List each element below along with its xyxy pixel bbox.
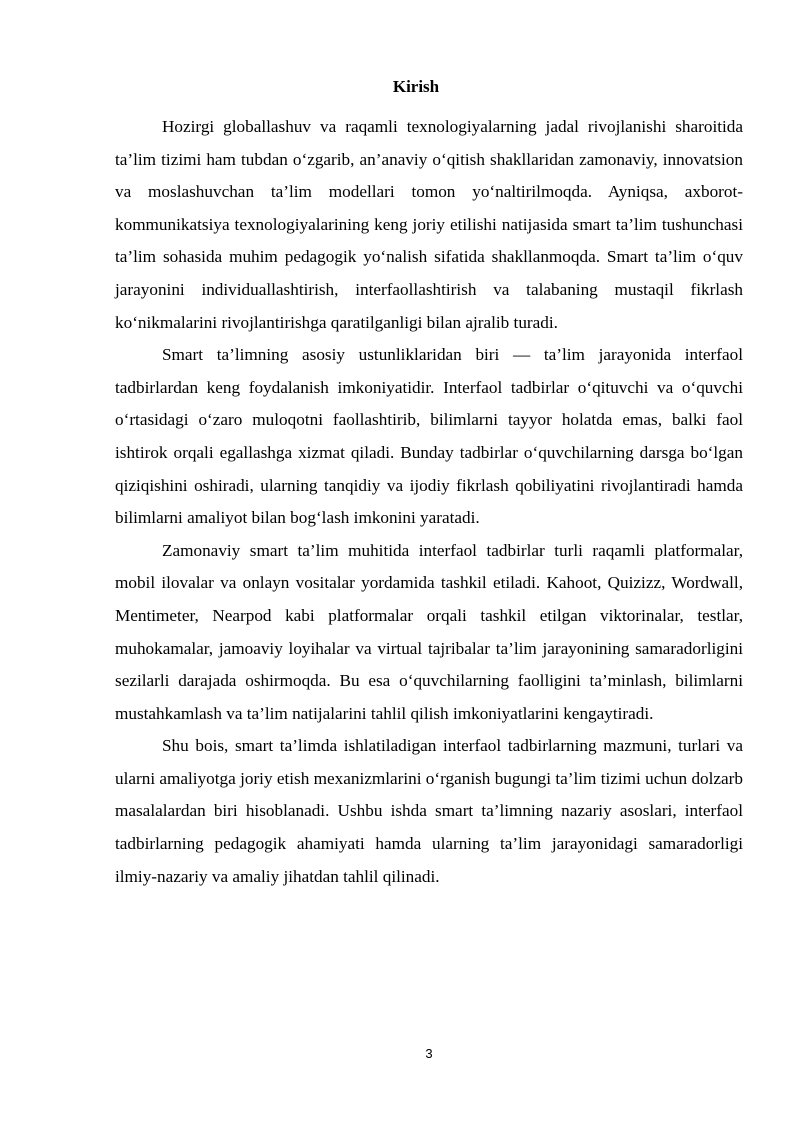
page-title: Kirish — [392, 77, 440, 96]
paragraph-4: Shu bois, smart ta’limda ishlatiladigan interfaol tadbirlarning mazmuni, turlari va ularni amaliyotga joriy etish mexanizmlarini o‘rganish bugungi ta’lim tizimi uchun dolzarb masalalardan biri hisoblanadi. Ushbu ishda smart ta’limning nazariy asoslari, interfaol tadbirlarning pedagogik ahamiyati hamda ularning ta’lim jarayonidagi samaradorligi ilmiy-nazariy va amaliy jihatdan tahlil qilinadi. — [115, 736, 743, 886]
paragraph-3: Zamonaviy smart ta’lim muhitida interfaol tadbirlar turli raqamli platformalar, mobil ilovalar va onlayn vositalar yordamida tashkil etiladi. Kahoot, Quizizz, Wordwall, Mentimeter, Nearpod kabi platformalar orqali tashkil etilgan viktorinalar, testlar, muhokamalar, jamoaviy loyihalar va virtual tajribalar ta’lim jarayonining samaradorligini sezilarli darajada oshirmoqda. Bu esa o‘quvchilarning faolligini ta’minlash, bilimlarni mustahkamlash va ta’lim natijalarini tahlil qilish imkoniyatlarini kengaytiradi. — [115, 540, 743, 723]
paragraph-1: Hozirgi globallashuv va raqamli texnologiyalarning jadal rivojlanishi sharoitida ta’lim tizimi ham tubdan o‘zgarib, an’anaviy o‘qitish shakllaridan zamonaviy, innovatsion va moslashuvchan ta’lim modellari tomon yo‘naltirilmoqda. Ayniqsa, axborot-kommunikatsiya texnologiyalarining keng joriy etilishi natijasida smart ta’lim tushunchasi ta’lim sohasida muhim pedagogik yo‘nalish sifatida shakllanmoqda. Smart ta’lim o‘quv jarayonini individuallashtirish, interfaollashtirish va talabaning mustaqil fikrlash ko‘nikmalarini rivojlantirishga qaratilganligi bilan ajralib turadi. — [115, 117, 743, 332]
page-number: 3 — [425, 1046, 433, 1061]
paragraph-2: Smart ta’limning asosiy ustunliklaridan biri — ta’lim jarayonida interfaol tadbirlardan keng foydalanish imkoniyatidir. Interfaol tadbirlar o‘qituvchi va o‘quvchi o‘rtasidagi o‘zaro muloqotni faollashtirib, bilimlarni tayyor holatda emas, balki faol ishtirok orqali egallashga xizmat qiladi. Bunday tadbirlar o‘quvchilarning darsga bo‘lgan qiziqishini oshiradi, ularning tanqidiy va ijodiy fikrlash qobiliyatini rivojlantiradi hamda bilimlarni amaliyot bilan bog‘lash imkonini yaratadi. — [115, 345, 743, 528]
body-text — [115, 111, 743, 893]
